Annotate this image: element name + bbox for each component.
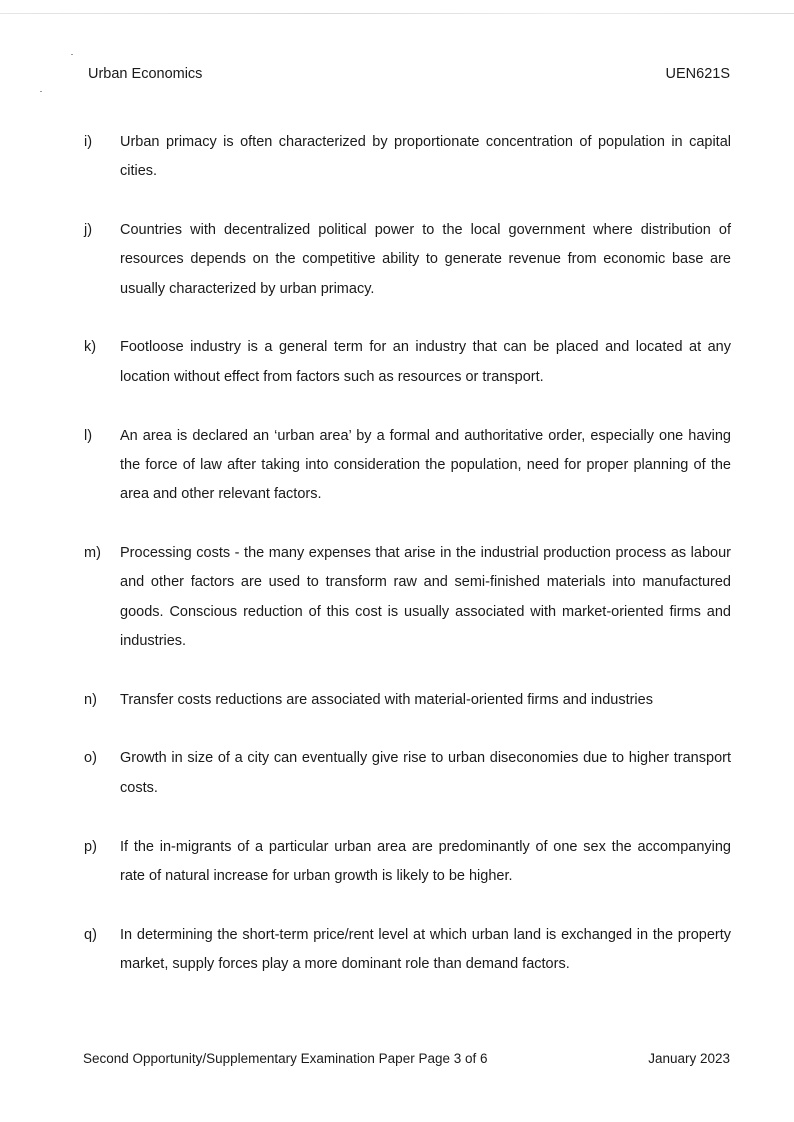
question-item — [84, 744, 731, 803]
question-item — [84, 422, 731, 510]
question-item — [84, 333, 731, 392]
question-text: Footloose industry is a general term for an industry that can be placed and located at any location without effect from factors such as resources or transport. — [120, 339, 731, 385]
scan-speck — [71, 54, 73, 55]
question-label: o) — [84, 750, 97, 767]
page-footer — [83, 1051, 730, 1066]
question-label: m) — [84, 544, 101, 561]
question-text: An area is declared an ‘urban area’ by a formal and authoritative order, especially one having the force of law after taking into consideration the population, need for proper planning of the area and other relevant factors. — [120, 427, 731, 503]
question-label: n) — [84, 691, 97, 708]
question-text: If the in-migrants of a particular urban area are predominantly of one sex the accompanying rate of natural increase for urban growth is likely to be higher. — [120, 838, 731, 884]
question-list — [84, 128, 731, 1009]
question-text: In determining the short-term price/rent level at which urban land is exchanged in the property market, supply forces play a more dominant role than demand factors. — [120, 926, 731, 972]
question-item — [84, 833, 731, 892]
question-label: k) — [84, 339, 97, 356]
question-item — [84, 686, 731, 715]
page-header — [88, 66, 730, 82]
question-item — [84, 128, 731, 187]
question-item — [84, 539, 731, 656]
question-text: Countries with decentralized political power to the local government where distribution of resources depends on the competitive ability to generate revenue from economic base are usually characterized by urban primacy. — [120, 222, 731, 297]
question-label: i) — [84, 134, 93, 150]
course-title: Urban Economics — [88, 66, 203, 82]
question-item — [84, 921, 731, 980]
scan-artifact-line — [0, 13, 794, 14]
scan-speck — [40, 91, 42, 92]
question-text: Processing costs - the many expenses that arise in the industrial production process as labour and other factors are used to transform raw and semi-finished materials into manufactured goods. Conscious reduction of this cost is usually associated with market-oriented firms and industries. — [120, 544, 731, 649]
question-label: j) — [84, 222, 93, 239]
question-text: Urban primacy is often characterized by proportionate concentration of population in capital cities. — [120, 134, 731, 180]
question-label: p) — [84, 838, 97, 855]
page-info: Second Opportunity/Supplementary Examination Paper Page 3 of 6 — [83, 1051, 488, 1066]
course-code: UEN621S — [665, 66, 730, 82]
question-text: Transfer costs reductions are associated with material-oriented firms and industries — [120, 691, 653, 708]
question-label: l) — [84, 427, 93, 444]
question-item — [84, 216, 731, 304]
exam-date: January 2023 — [648, 1051, 730, 1066]
question-text: Growth in size of a city can eventually give rise to urban diseconomies due to higher transport costs. — [120, 750, 731, 796]
question-label: q) — [84, 926, 97, 943]
